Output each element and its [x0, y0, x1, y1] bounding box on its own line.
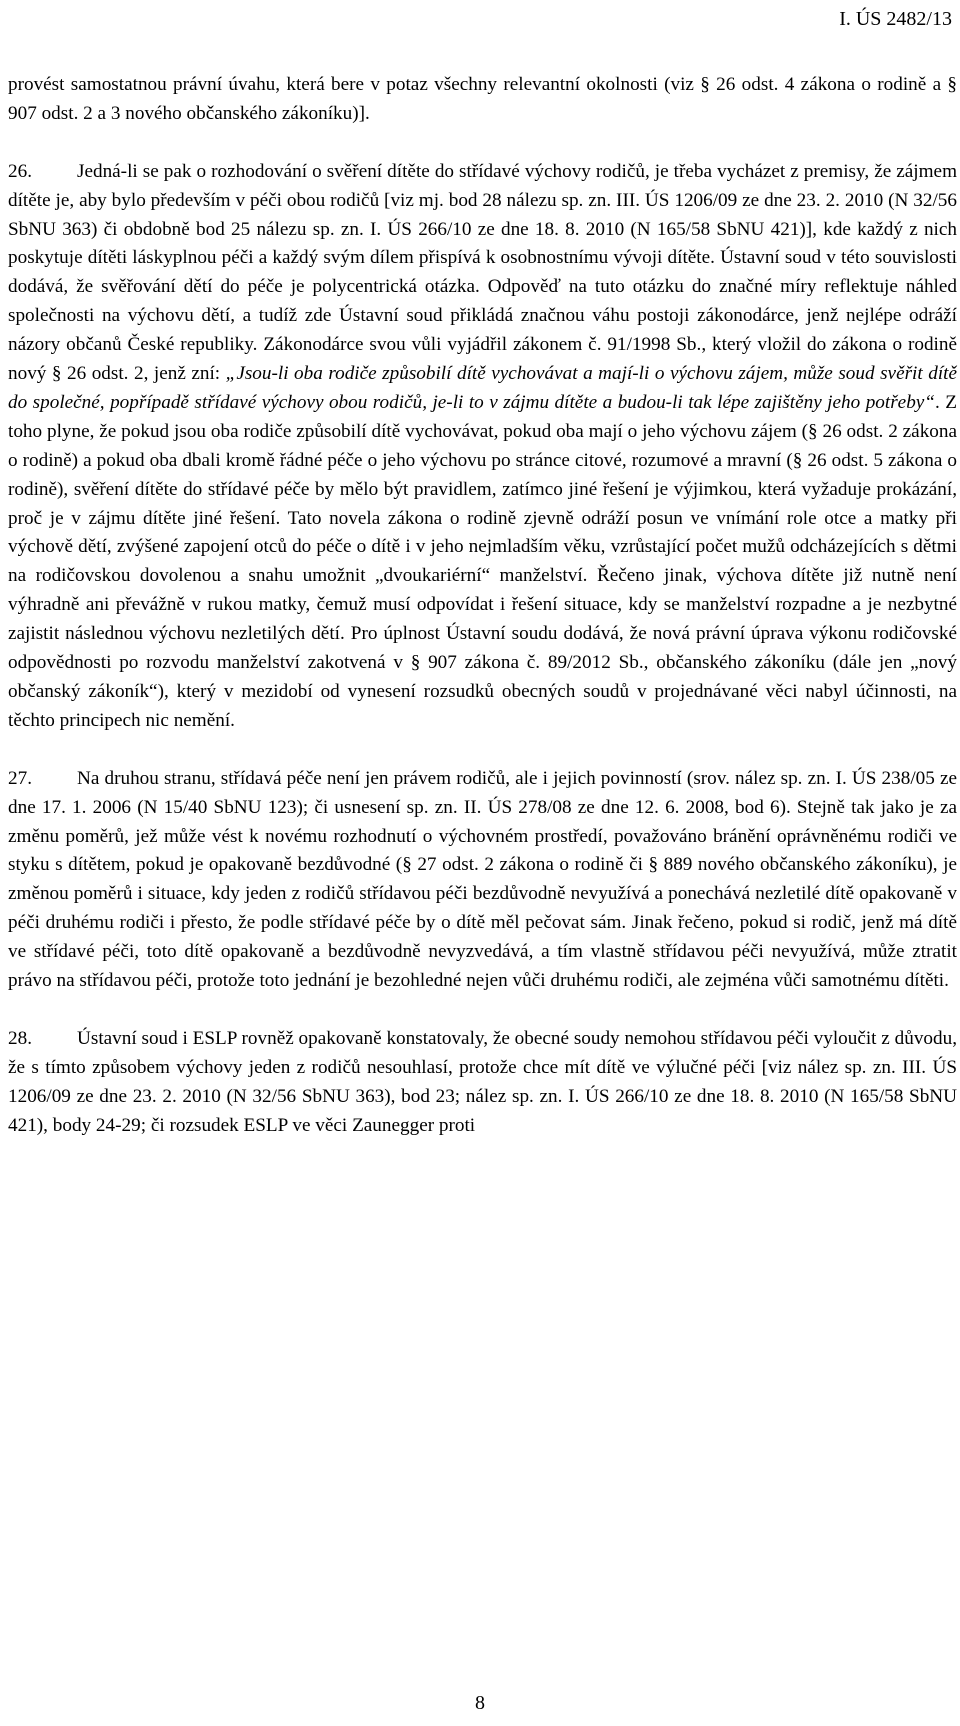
paragraph-text-part2: . Z toho plyne, že pokud jsou oba rodiče způsobilí dítě vychovávat, pokud oba mají o jeho výchovu zájem (§ 26 odst. 2 zákona o rodině) a pokud oba dbali kromě řádné péče o jeho výchovu po stránce citové, rozumové a mravní (§ 26 odst. 5 zákona o rodině), svěření dítěte do střídavé péče by mělo být pravidlem, zatímco jiné řešení je výjimkou, která vyžaduje prokázání, proč je v zájmu dítěte jiné řešení. Tato novela zákona o rodině zjevně odráží posun ve vnímání role otce a matky při výchově dětí, zvýšené zapojení otců do péče o dítě i v jeho nejmladším věku, vzrůstající počet mužů odcházejících s dětmi na rodičovskou dovolenou a snahu umožnit „dvoukariérní“ manželství. Řečeno jinak, výchova dítěte již nutně není výhradně ani převážně v rukou matky, čemuž musí odpovídat i řešení situace, kdy se manželství rozpadne a je nezbytné zajistit následnou výchovu nezletilých dětí. Pro úplnost Ústavní soudu dodává, že nová právní úprava výkonu rodičovské odpovědnosti po rozvodu manželství zakotvená v § 907 zákona č. 89/2012 Sb., občanského zákoníku (dále jen „nový občanský zákoník“), který v mezidobí od vynesení rozsudků obecných soudů v projednávané věci nabyl účinnosti, na těchto principech nic nemění.: [8, 391, 957, 731]
paragraph-28: [8, 1025, 957, 1141]
paragraph-number: 27.: [8, 767, 32, 789]
paragraph-text: Na druhou stranu, střídavá péče není jen právem rodičů, ale i jejich povinností (srov. nález sp. zn. I. ÚS 238/05 ze dne 17. 1. 2006 (N 15/40 SbNU 123); či usnesení sp. zn. II. ÚS 278/08 ze dne 12. 6. 2008, bod 6). Stejně tak jako je za změnu poměrů, jež může vést k novému rozhodnutí o výchovném prostředí, považováno bránění oprávněnému rodiči ve styku s dítětem, pokud je opakovaně bezdůvodné (§ 27 odst. 2 zákona o rodině či § 889 nového občanského zákoníku), je změnou poměrů i situace, kdy jeden z rodičů střídavou péči bezdůvodně nevyužívá a ponechává nezletilé dítě opakovaně v péči druhému rodiči i přesto, že podle střídavé péče by o dítě měl pečovat sám. Jinak řečeno, pokud si rodič, jenž má dítě ve střídavé péči, toto dítě opakovaně a bezdůvodně nevyzvedává, a tím vlastně střídavou péči nevyužívá, může ztratit právo na střídavou péči, protože toto jednání je bezohledné nejen vůči druhému rodiči, ale zejména vůči samotnému dítěti.: [8, 767, 957, 992]
case-reference: I. ÚS 2482/13: [839, 8, 952, 30]
paragraph-number: 28.: [8, 1027, 32, 1049]
paragraph-text-part1: Jedná-li se pak o rozhodování o svěření dítěte do střídavé výchovy rodičů, je třeba vycházet z premisy, že zájmem dítěte je, aby bylo především v péči obou rodičů [viz mj. bod 28 nálezu sp. zn. III. ÚS 1206/09 ze dne 23. 2. 2010 (N 32/56 SbNU 363) či obdobně bod 25 nálezu sp. zn. I. ÚS 266/10 ze dne 18. 8. 2010 (N 165/58 SbNU 421)], kde každý z nich poskytuje dítěti láskyplnou péči a každý svým dílem přispívá k osobnostnímu vývoji dítěte. Ústavní soud v této souvislosti dodává, že svěřování dětí do péče je polycentrická otázka. Odpověď na tuto otázku do značné míry reflektuje náhled společnosti na výchovu dětí, a tudíž zde Ústavní soud přikládá značnou váhu postoji zákonodárce, jenž nejlépe odráží názory občanů České republiky. Zákonodárce svou vůli vyjádřil zákonem č. 91/1998 Sb., který vložil do zákona o rodině nový § 26 odst. 2, jenž zní:: [8, 160, 957, 385]
page-number: 8: [475, 1692, 485, 1714]
paragraph-number: 26.: [8, 160, 32, 182]
paragraph-26: [8, 158, 957, 736]
paragraph-continuation: [8, 71, 957, 129]
paragraph-text: provést samostatnou právní úvahu, která bere v potaz všechny relevantní okolnosti (viz § 26 odst. 4 zákona o rodině a § 907 odst. 2 a 3 nového občanského zákoníku)].: [8, 74, 957, 124]
paragraph-text: Ústavní soud i ESLP rovněž opakovaně konstatovaly, že obecné soudy nemohou střídavou péči vyloučit z důvodu, že s tímto způsobem výchovy jeden z rodičů nesouhlasí, protože chce mít dítě ve výlučné péči [viz nález sp. zn. III. ÚS 1206/09 ze dne 23. 2. 2010 (N 32/56 SbNU 363), bod 23; nález sp. zn. I. ÚS 266/10 ze dne 18. 8. 2010 (N 165/58 SbNU 421), body 24-29; či rozsudek ESLP ve věci Zaunegger proti: [8, 1027, 957, 1136]
document-body: [8, 71, 957, 1140]
paragraph-27: [8, 765, 957, 996]
quoted-statute: „Jsou-li oba rodiče způsobilí dítě vychovávat a mají-li o výchovu zájem, může soud svěřit dítě do společné, popřípadě střídavé výchovy obou rodičů, je-li to v zájmu dítěte a budou-li tak lépe zajištěny jeho potřeby“: [8, 363, 958, 413]
